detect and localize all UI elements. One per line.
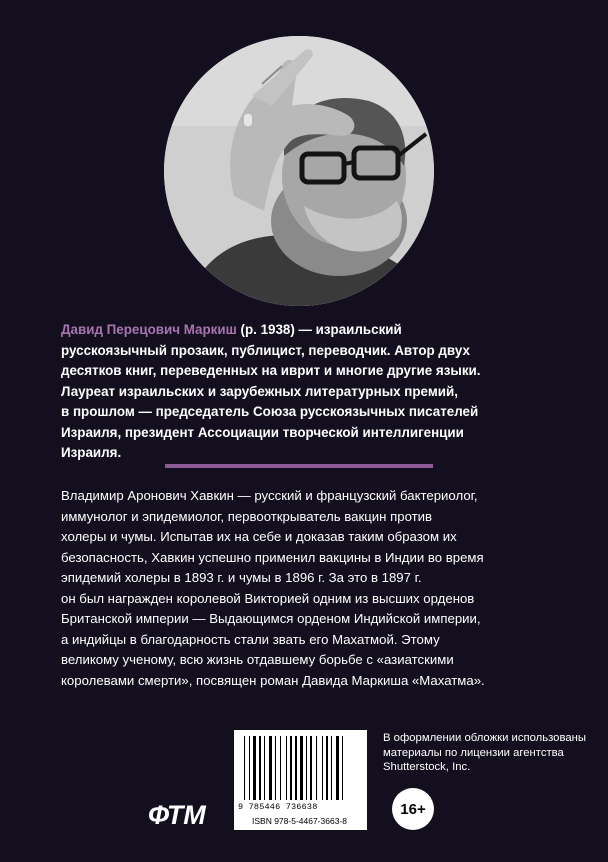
barcode — [234, 730, 367, 830]
annotation-line: великому ученому, всю жизнь отдавшему борьбе с «азиатскими — [61, 652, 454, 667]
credits-line: В оформлении обложки использованы — [383, 732, 586, 744]
bio-line: Израиля, президент Ассоциации творческой интеллигенции — [61, 424, 464, 440]
annotation-line: иммунолог и эпидемиолог, первооткрыватель вакцин против — [61, 508, 433, 524]
barcode-stripe — [295, 736, 297, 800]
bio-text: (р. 1938) — израильский — [236, 322, 402, 337]
barcode-stripe — [300, 736, 303, 800]
publisher-logo: ФТМ — [148, 800, 206, 830]
barcode-stripe — [316, 736, 317, 800]
barcode-stripe — [244, 736, 245, 800]
barcode-stripe — [293, 736, 294, 800]
barcode-stripe — [331, 736, 332, 800]
barcode-stripe — [282, 736, 285, 800]
barcode-stripe — [333, 736, 335, 800]
barcode-stripe — [288, 736, 289, 800]
credits-line: Shutterstock, Inc. — [383, 761, 471, 773]
bio-line: русскоязычный прозаик, публицист, переводчик. Автор двух — [61, 342, 470, 358]
credits-line: материалы по лицензии агентства — [383, 746, 564, 759]
age-rating-badge: 16+ — [392, 788, 434, 830]
barcode-stripe — [313, 736, 315, 800]
barcode-stripe — [318, 736, 321, 800]
barcode-stripe — [304, 736, 305, 800]
barcode-digits: 9 785446 736638 — [238, 802, 318, 812]
annotation-line: Британской империи — Выдающимся орденом Индийской империи, — [61, 611, 481, 626]
barcode-stripe — [324, 736, 325, 800]
author-portrait — [164, 36, 434, 306]
barcode-stripe — [264, 736, 265, 800]
barcode-stripe — [275, 736, 276, 800]
annotation-line: безопасность, Хавкин успешно применил вакцины в Индии во время — [61, 549, 484, 565]
barcode-stripe — [322, 736, 323, 800]
bio-line: десятков книг, переведенных на иврит и многие другие языки. — [61, 363, 481, 378]
barcode-stripe — [257, 736, 258, 800]
barcode-stripe — [259, 736, 261, 800]
barcode-stripe — [280, 736, 281, 800]
isbn-number: ISBN 978-5-4467-3663-8 — [252, 816, 347, 826]
barcode-stripe — [326, 736, 328, 800]
barcode-stripe — [336, 736, 339, 800]
annotation-line: а индийцы в благодарность стали звать его Махатмой. Этому — [61, 631, 440, 647]
barcode-stripe — [269, 736, 272, 800]
image-credits — [383, 731, 593, 775]
divider — [165, 464, 433, 468]
barcode-stripe — [298, 736, 299, 800]
annotation-line: королевами смерти», посвящен роман Давида Маркиша «Махатма». — [61, 672, 485, 688]
barcode-stripe — [262, 736, 263, 800]
barcode-stripe — [290, 736, 292, 800]
barcode-stripe — [251, 736, 252, 800]
barcode-stripe — [340, 736, 341, 800]
barcode-stripe — [246, 736, 248, 800]
barcode-stripe — [277, 736, 279, 800]
annotation-line: Владимир Аронович Хавкин — русский и французский бактериолог, — [61, 488, 478, 503]
barcode-bars — [244, 736, 358, 800]
bio-line: в прошлом — председатель Союза русскоязычных писателей — [61, 404, 479, 419]
barcode-stripe — [310, 736, 312, 800]
barcode-stripe — [253, 736, 256, 800]
author-name: Давид Перецович Маркиш — [61, 322, 237, 337]
barcode-stripe — [329, 736, 330, 800]
bio-line — [61, 320, 561, 341]
barcode-stripe — [286, 736, 287, 800]
author-biography — [61, 320, 561, 464]
barcode-stripe — [273, 736, 274, 800]
book-annotation — [61, 486, 581, 691]
bio-line: Лауреат израильских и зарубежных литературных премий, — [61, 383, 458, 399]
barcode-stripe — [249, 736, 250, 800]
barcode-stripe — [308, 736, 309, 800]
barcode-stripe — [344, 736, 346, 800]
annotation-line: холеры и чумы. Испытав их на себе и доказав таким образом их — [61, 529, 457, 544]
annotation-line: эпидемий холеры в 1893 г. и чумы в 1896 г. За это в 1897 г. — [61, 570, 422, 585]
bio-line: Израиля. — [61, 445, 122, 460]
annotation-line: он был награжден королевой Викторией одним из высших орденов — [61, 590, 475, 606]
barcode-stripe — [342, 736, 343, 800]
barcode-stripe — [306, 736, 307, 800]
barcode-stripe — [266, 736, 268, 800]
